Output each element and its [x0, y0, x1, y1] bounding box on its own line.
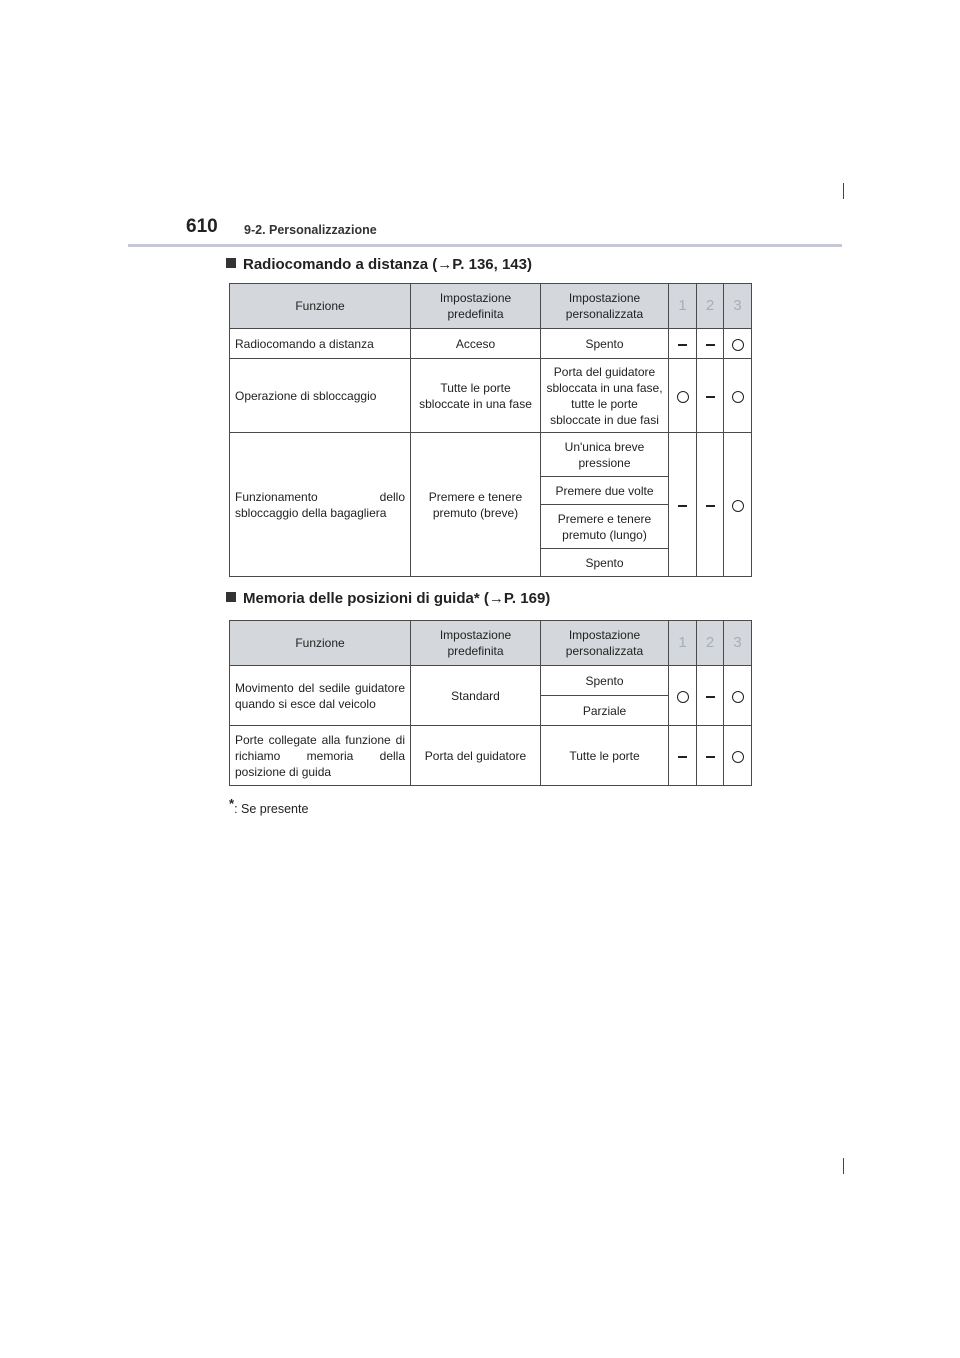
header-col-2: 2 — [697, 621, 724, 666]
dash-mark-icon — [706, 344, 715, 346]
dash-mark-icon — [706, 756, 715, 758]
header-default: Impostazione predefinita — [411, 284, 541, 329]
cell-col-3 — [724, 329, 752, 359]
dash-mark-icon — [706, 505, 715, 507]
page-number: 610 — [186, 216, 218, 237]
cell-col-2 — [697, 329, 724, 359]
dash-mark-icon — [706, 696, 715, 698]
circle-mark-icon — [732, 751, 744, 763]
table-row — [230, 726, 752, 786]
crop-mark-bottom — [843, 1158, 844, 1174]
table-row — [230, 666, 752, 696]
table-header-row — [230, 621, 752, 666]
cell-default: Tutte le porte sbloccate in una fase — [411, 359, 541, 433]
dash-mark-icon — [678, 505, 687, 507]
header-col-1: 1 — [669, 621, 697, 666]
subhead-driving-position-memory — [226, 590, 550, 607]
header-col-3: 3 — [724, 621, 752, 666]
cell-function: Funzionamento dello sbloccaggio della bagagliera — [230, 433, 411, 577]
header-custom: Impostazione personalizzata — [541, 621, 669, 666]
cell-custom: Premere due volte — [541, 477, 669, 505]
cell-custom: Parziale — [541, 696, 669, 726]
circle-mark-icon — [677, 391, 689, 403]
circle-mark-icon — [677, 691, 689, 703]
footnote-marker: * — [229, 796, 235, 811]
cell-custom: Un'unica breve pressione — [541, 433, 669, 477]
table-header-row — [230, 284, 752, 329]
cell-function: Operazione di sbloccaggio — [230, 359, 411, 433]
header-col-3: 3 — [724, 284, 752, 329]
cell-default: Porta del guidatore — [411, 726, 541, 786]
dash-mark-icon — [678, 756, 687, 758]
cell-col-1 — [669, 666, 697, 726]
cell-col-3 — [724, 726, 752, 786]
cell-col-1 — [669, 359, 697, 433]
table-row — [230, 359, 752, 433]
cell-col-1 — [669, 726, 697, 786]
cell-col-2 — [697, 666, 724, 726]
cell-custom: Spento — [541, 666, 669, 696]
header-function: Funzione — [230, 284, 411, 329]
header-col-1: 1 — [669, 284, 697, 329]
table-driving-position-memory — [229, 620, 752, 786]
section-title: 9-2. Personalizzazione — [244, 223, 377, 237]
cell-function: Porte collegate alla funzione di richiamo memoria della posizione di guida — [230, 726, 411, 786]
cell-col-3 — [724, 433, 752, 577]
circle-mark-icon — [732, 339, 744, 351]
header-col-2: 2 — [697, 284, 724, 329]
subhead-remote-control — [226, 256, 532, 273]
cell-col-3 — [724, 666, 752, 726]
footnote — [229, 796, 308, 816]
footnote-text: : Se presente — [234, 802, 309, 817]
cell-custom: Spento — [541, 549, 669, 577]
subhead-text: Memoria delle posizioni di guida* (→P. 169) — [243, 590, 551, 607]
table-remote-control — [229, 283, 752, 577]
circle-mark-icon — [732, 500, 744, 512]
crop-mark-top — [843, 183, 844, 199]
cell-function: Radiocomando a distanza — [230, 329, 411, 359]
dash-mark-icon — [678, 344, 687, 346]
cell-default: Acceso — [411, 329, 541, 359]
cell-col-2 — [697, 433, 724, 577]
circle-mark-icon — [732, 691, 744, 703]
header-rule — [128, 244, 842, 247]
table-row — [230, 433, 752, 477]
cell-col-3 — [724, 359, 752, 433]
cell-function: Movimento del sedile guidatore quando si esce dal veicolo — [230, 666, 411, 726]
header-default: Impostazione predefinita — [411, 621, 541, 666]
table-row — [230, 329, 752, 359]
circle-mark-icon — [732, 391, 744, 403]
cell-col-1 — [669, 329, 697, 359]
square-bullet-icon — [226, 592, 236, 602]
cell-custom: Porta del guidatore sbloccata in una fase, tutte le porte sbloccate in due fasi — [541, 359, 669, 433]
cell-custom: Spento — [541, 329, 669, 359]
dash-mark-icon — [706, 396, 715, 398]
cell-custom: Tutte le porte — [541, 726, 669, 786]
cell-custom: Premere e tenere premuto (lungo) — [541, 505, 669, 549]
cell-default: Premere e tenere premuto (breve) — [411, 433, 541, 577]
subhead-text: Radiocomando a distanza (→P. 136, 143) — [243, 256, 532, 273]
cell-col-1 — [669, 433, 697, 577]
square-bullet-icon — [226, 258, 236, 268]
cell-default: Standard — [411, 666, 541, 726]
cell-col-2 — [697, 726, 724, 786]
header-function: Funzione — [230, 621, 411, 666]
cell-col-2 — [697, 359, 724, 433]
header-custom: Impostazione personalizzata — [541, 284, 669, 329]
